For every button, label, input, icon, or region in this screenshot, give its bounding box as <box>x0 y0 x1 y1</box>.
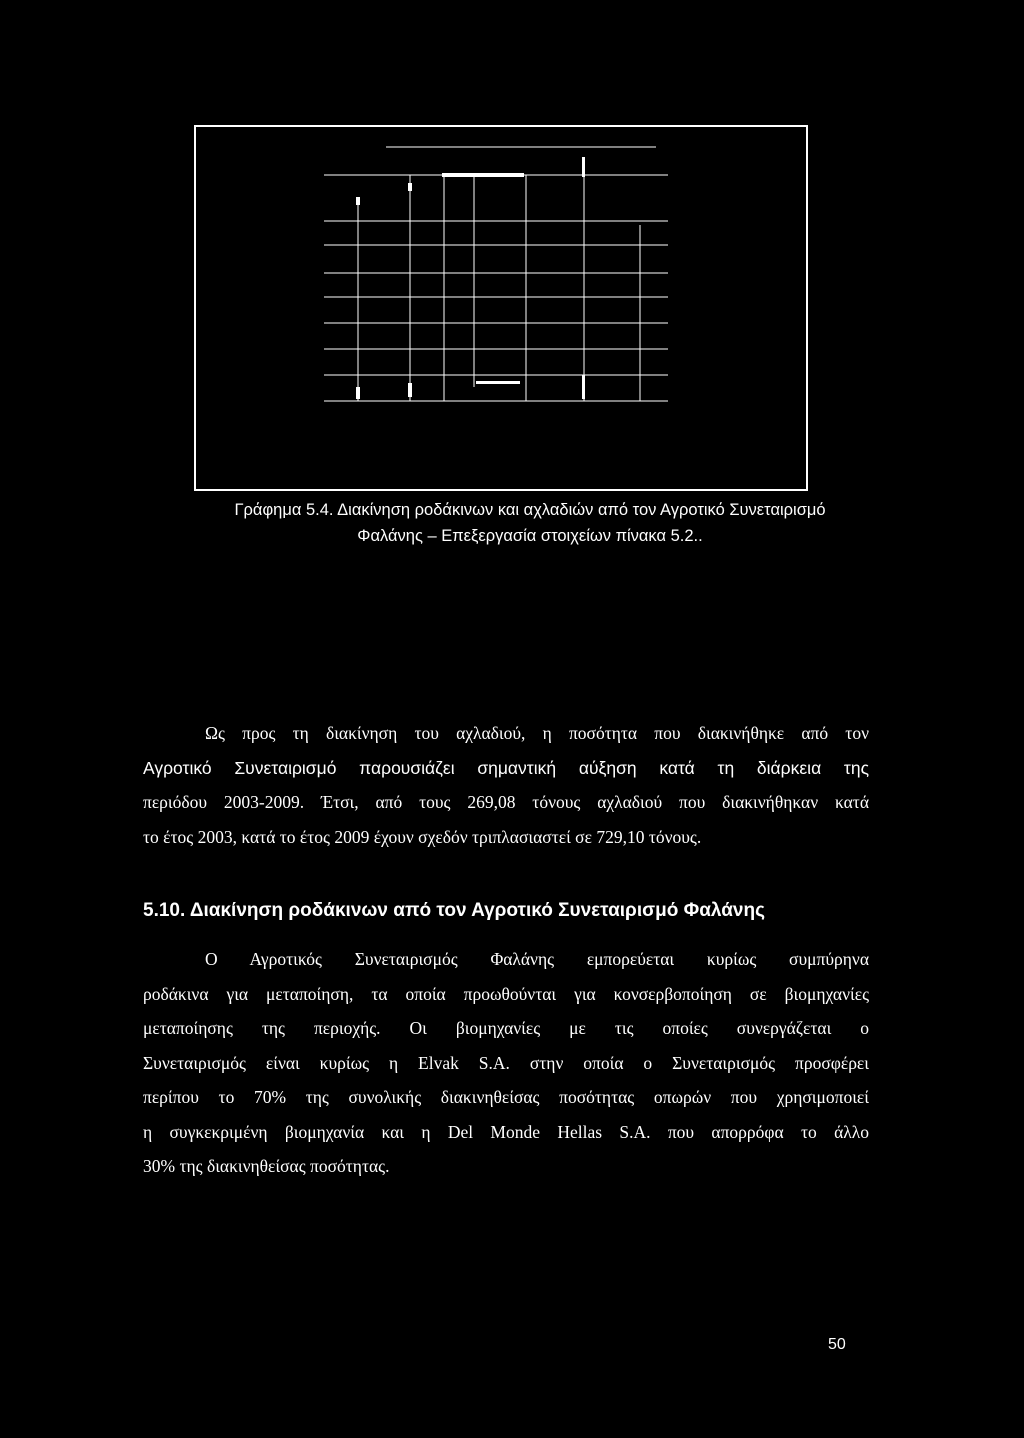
tick-mark <box>582 157 585 177</box>
paragraph-line: μεταποίησης της περιοχής. Οι βιομηχανίες με τις οποίες συνεργάζεται ο <box>143 1018 869 1038</box>
paragraph-peach-movement <box>143 942 869 1184</box>
paragraph-line: Ο Αγροτικός Συνεταιρισμός Φαλάνης εμπορεύεται κυρίως συμπύρηνα <box>205 949 869 969</box>
tick-mark <box>408 183 412 191</box>
bar-cap <box>442 173 524 177</box>
chart-frame <box>194 125 808 491</box>
section-heading: 5.10. Διακίνηση ροδάκινων από τον Αγροτικό Συνεταιρισμό Φαλάνης <box>143 900 765 921</box>
bar-cap <box>476 381 520 384</box>
paragraph-line: περιόδου 2003-2009. Έτσι, από τους 269,08 τόνους αχλαδιού που διακινήθηκαν κατά <box>143 792 869 812</box>
tick-mark <box>356 387 360 399</box>
paragraph-line: Αγροτικό Συνεταιρισμό παρουσιάζει σημαντική αύξηση κατά τη διάρκεια της <box>143 757 869 778</box>
paragraph-line: 30% της διακινηθείσας ποσότητας. <box>143 1156 390 1176</box>
tick-mark <box>582 375 585 399</box>
paragraph-line: Συνεταιρισμός είναι κυρίως η Elvak S.A. στην οποία ο Συνεταιρισμός προσφέρει <box>143 1052 869 1073</box>
chart-lines <box>196 127 806 489</box>
tick-mark <box>356 197 360 205</box>
tick-mark <box>408 383 412 397</box>
paragraph-line: το έτος 2003, κατά το έτος 2009 έχουν σχεδόν τριπλασιαστεί σε 729,10 τόνους. <box>143 826 702 847</box>
paragraph-line: η συγκεκριμένη βιομηχανία και η Del Monde Hellas S.A. που απορρόφα το άλλο <box>143 1121 869 1142</box>
paragraph-line: περίπου το 70% της συνολικής διακινηθείσας ποσότητας οπωρών που χρησιμοποιεί <box>143 1087 869 1107</box>
paragraph-pear-movement <box>143 716 869 854</box>
paragraph-line: Ως προς τη διακίνηση του αχλαδιού, η ποσότητα που διακινήθηκε από τον <box>205 723 869 743</box>
figure-caption-line-2: Φαλάνης – Επεξεργασία στοιχείων πίνακα 5.2.. <box>357 527 703 545</box>
paragraph-line: ροδάκινα για μεταποίηση, τα οποία προωθούνται για κονσερβοποίηση σε βιομηχανίες <box>143 983 869 1004</box>
page-number: 50 <box>828 1336 846 1353</box>
figure-caption-line-1: Γράφημα 5.4. Διακίνηση ροδάκινων και αχλαδιών από τον Αγροτικό Συνεταιρισμό <box>234 501 826 519</box>
